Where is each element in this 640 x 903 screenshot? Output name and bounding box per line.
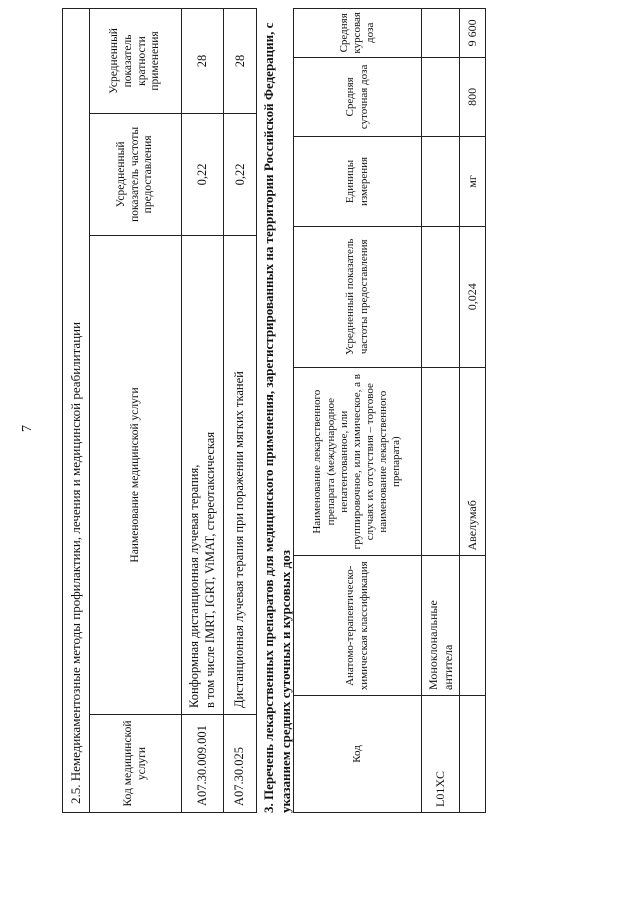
- table2-header-code: Код: [294, 695, 422, 812]
- service-name: Дистанционная лучевая терапия при поражении мягких тканей: [224, 235, 257, 714]
- table1-title: 2.5. Немедикаментозные методы профилактики, лечения и медицинской реабилитации: [63, 9, 90, 813]
- service-name-line: в том числе IMRT, IGRT, ViMAT, стереотаксическая: [202, 431, 217, 709]
- drug-course-dose: 9 600: [460, 9, 486, 58]
- table2-header-frequency: Усредненный показатель частоты предоставления: [294, 226, 422, 367]
- table2-header-drug-name: Наименование лекарственного препарата (международное непатентованное, или группировочное, или химическое, а в случаях их отсутствия – торговое наименование лекарственного препарата): [294, 367, 422, 556]
- drug-daily-dose: 800: [460, 57, 486, 137]
- table-row: [224, 9, 257, 813]
- table1-header-frequency: Усредненный показатель частоты предоставления: [90, 113, 182, 235]
- service-code: A07.30.009.001: [182, 715, 224, 813]
- service-name: [182, 235, 224, 714]
- table2-header-unit: Единицы измерения: [294, 137, 422, 227]
- drug-name: Авелумаб: [460, 367, 486, 556]
- service-code: A07.30.025: [224, 715, 257, 813]
- service-frequency: 0,22: [224, 113, 257, 235]
- drug-unit: мг: [460, 137, 486, 227]
- table-row: [422, 9, 460, 813]
- service-frequency: 0,22: [182, 113, 224, 235]
- table-row: [182, 9, 224, 813]
- service-multiplicity: 28: [224, 9, 257, 114]
- table1-header-multiplicity: Усредненный показатель кратности применения: [90, 9, 182, 114]
- page-number: 7: [20, 425, 35, 432]
- atc-classification: Моноклональные антитела: [422, 556, 460, 695]
- section-3-title: 3. Перечень лекарственных препаратов для медицинского применения, зарегистрированных на территории Российской Федерации, с указанием средних суточных и курсовых доз: [261, 22, 293, 813]
- non-drug-methods-table: [62, 8, 257, 813]
- table1-header-name: Наименование медицинской услуги: [90, 235, 182, 714]
- drug-list-table: [293, 8, 486, 813]
- table2-header-atc: Анатомо-терапевтическо-химическая классификация: [294, 556, 422, 695]
- table2-header-daily-dose: Средняя суточная доза: [294, 57, 422, 137]
- service-multiplicity: 28: [182, 9, 224, 114]
- table1-header-code: Код медицинской услуги: [90, 715, 182, 813]
- table-row: [460, 9, 486, 813]
- service-name-line: Конформная дистанционная лучевая терапия,: [186, 464, 201, 709]
- table2-header-course-dose: Средняя курсовая доза: [294, 9, 422, 58]
- atc-code: L01XC: [422, 695, 460, 812]
- drug-frequency: 0,024: [460, 226, 486, 367]
